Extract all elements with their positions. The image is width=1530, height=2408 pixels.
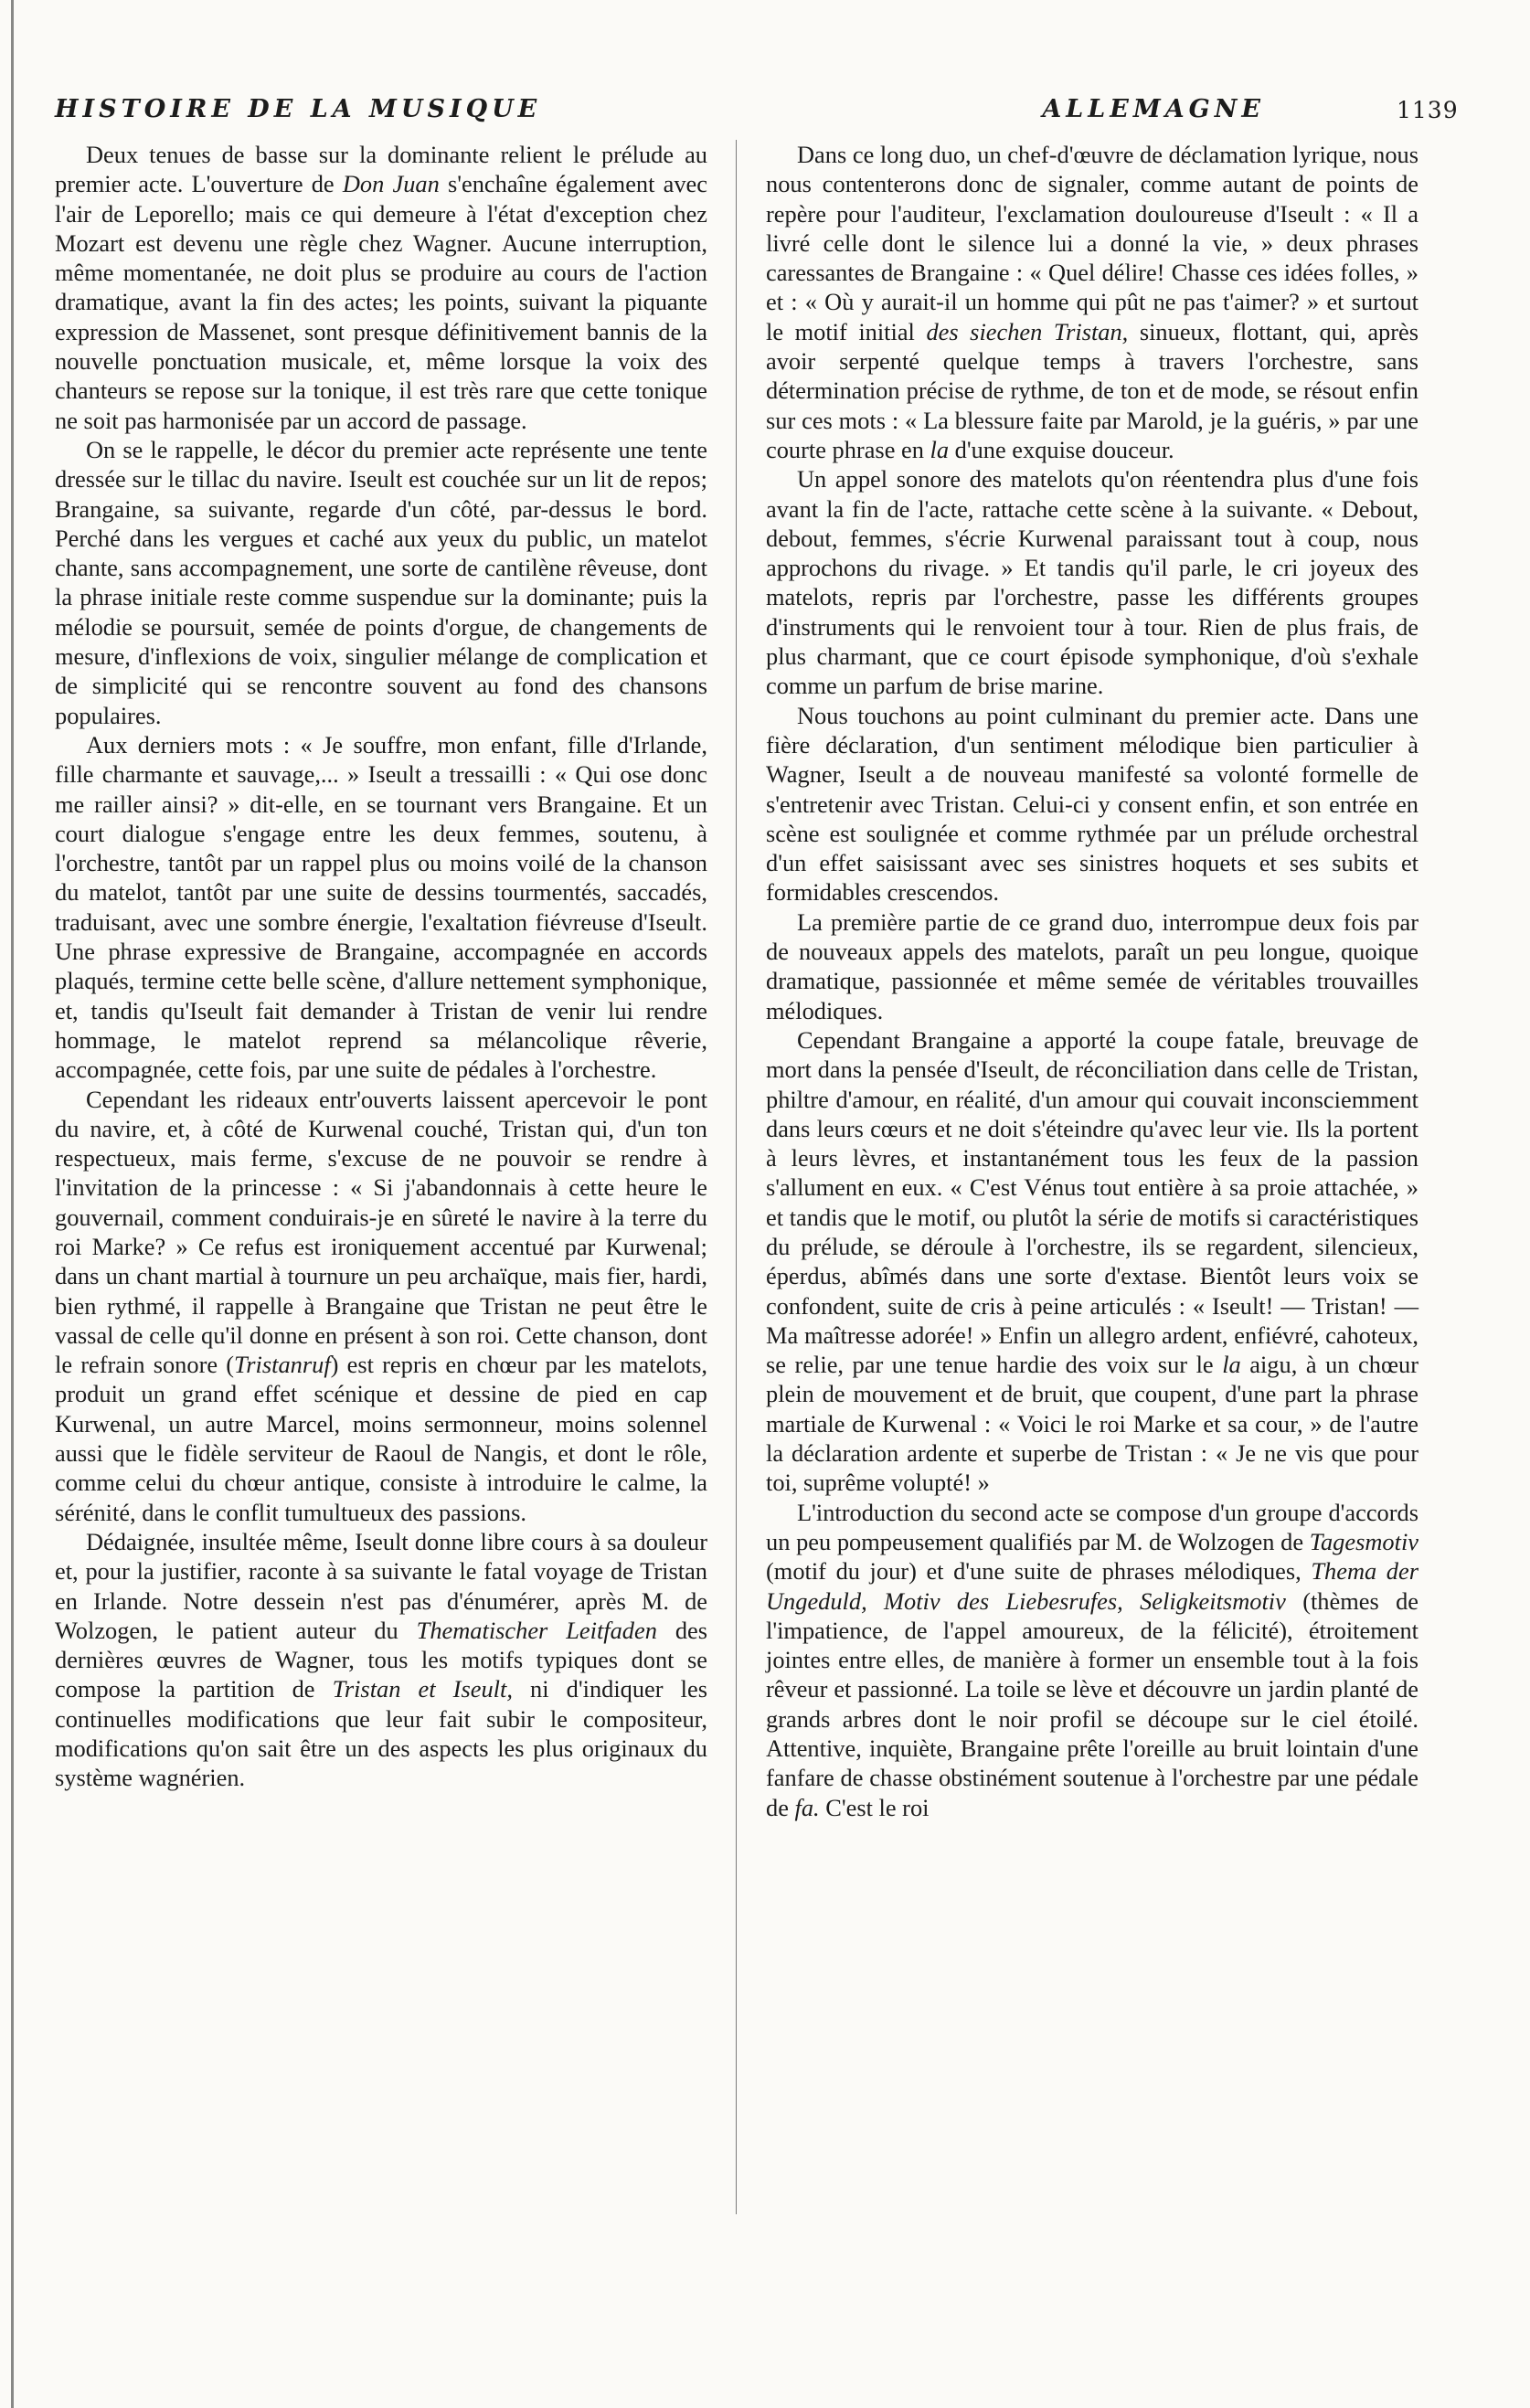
text-run: L'introduction du second acte se compose d'un groupe d'accords un peu pompeusement qualifiés par M. de Wolzogen de <box>766 1498 1418 1555</box>
text-run: sinueux, flottant, qui, après avoir serpenté quelque temps à travers l'orchestre, sans détermination précise de rythme, de ton et de mode, se résout enfin sur ces mots : « La blessure faite par Marold, je la guéris, » par une courte phrase en <box>766 317 1418 463</box>
right-text-column <box>766 140 1418 1822</box>
italic-text: Thema der Ungeduld, Motiv des Liebesrufes, Seligkeitsmotiv <box>766 1557 1418 1615</box>
text-run: ) est repris en chœur par les matelots, produit un grand effet scénique et dessine de pied en cap Kurwenal, un autre Marcel, moins sermonneur, moins solennel aussi que le fidèle serviteur de Raoul de Nangis, et dont le rôle, comme celui du chœur antique, consiste à introduire le calme, la sérénité, dans le conflit tumultueux des passions. <box>55 1351 707 1526</box>
text-run: Nous touchons au point culminant du premier acte. Dans une fière déclaration, d'un sentiment mélodique bien particulier à Wagner, Iseult a de nouveau manifesté sa volonté formelle de s'entretenir avec Tristan. Celui-ci y consent enfin, et son entrée en scène est soulignée et comme rythmée par un prélude orchestral d'un effet saisissant avec ses sinistres hoquets et ses subits et formidables crescendos. <box>766 701 1418 907</box>
text-run: C'est le roi <box>819 1793 930 1821</box>
running-header <box>55 95 1459 132</box>
text-run: aigu, à un chœur plein de mouvement et de bruit, que coupent, d'une part la phrase martiale de Kurwenal : « Voici le roi Marke et sa cour, » de l'autre la déclaration ardente et superbe de Tristan : « Je ne vis que pour toi, suprême volupté! » <box>766 1351 1418 1497</box>
paragraph <box>55 140 707 435</box>
paragraph <box>766 140 1418 464</box>
paragraph <box>55 1085 707 1527</box>
text-run: Dédaignée, insultée même, Iseult donne libre cours à sa douleur et, pour la justifier, raconte à sa suivante le fatal voyage de Tristan en Irlande. Notre dessein n'est pas d'énumérer, après M. de Wolzogen, le patient auteur du <box>55 1527 707 1644</box>
italic-text: des siechen Tristan, <box>926 317 1129 345</box>
text-run: Un appel sonore des matelots qu'on réentendra plus d'une fois avant la fin de l'acte, rattache cette scène à la suivante. « Debout, debout, femmes, s'écrie Kurwenal paraissant tout à coup, nous approchons du rivage. » Et tandis qu'il parle, le cri joyeux des matelots, repris par l'orchestre, passe les différents groupes d'instruments qui le renvoient tour à tour. Rien de plus frais, de plus charmant, que ce court épisode symphonique, d'où s'exhale comme un parfum de brise marine. <box>766 465 1418 700</box>
left-text-column <box>55 140 707 1793</box>
scan-margin-line <box>11 0 14 2408</box>
text-run: d'une exquise douceur. <box>949 435 1174 463</box>
text-run: s'enchaîne également avec l'air de Leporello; mais ce qui demeure à l'état d'exception chez Mozart est devenu une règle chez Wagner. Aucune interruption, même momentanée, ne doit plus se produire au cours de l'action dramatique, avant la fin des actes; les points, suivant la piquante expression de Massenet, sont presque définitivement bannis de la nouvelle ponctuation musicale, et, même lorsque la voix des chanteurs se repose sur la tonique, il est très rare que cette tonique ne soit pas harmonisée par un accord de passage. <box>55 170 707 434</box>
text-run: Deux tenues de basse sur la dominante relient le prélude au premier acte. L'ouverture de <box>55 141 707 198</box>
italic-text: Tristan et Iseult, <box>332 1675 513 1703</box>
italic-text: Don Juan <box>342 170 440 198</box>
text-run: (motif du jour) et d'une suite de phrases mélodiques, <box>766 1557 1312 1586</box>
italic-text: Thematischer Leitfaden <box>416 1616 657 1644</box>
italic-text: Tristanruf <box>234 1351 331 1379</box>
running-title-left: HISTOIRE DE LA MUSIQUE <box>55 95 542 123</box>
italic-text: Tagesmotiv <box>1309 1527 1418 1555</box>
paragraph <box>766 701 1418 907</box>
paragraph <box>766 1025 1418 1498</box>
page-number: 1139 <box>1397 97 1459 123</box>
column-divider <box>736 140 737 2214</box>
paragraph <box>55 435 707 730</box>
italic-text: la <box>1222 1351 1241 1379</box>
running-title-right: ALLEMAGNE <box>1042 95 1265 123</box>
text-run: Cependant Brangaine a apporté la coupe fatale, breuvage de mort dans la pensée d'Iseult, de réconciliation dans celle de Tristan, philtre d'amour, en réalité, d'un amour qui couvait inconsciemment dans leurs cœurs et ne doit s'éteindre qu'avec leur vie. Ils la portent à leurs lèvres, et instantanément tous les feux de la passion s'allument en eux. « C'est Vénus tout entière à sa proie attachée, » et tandis que le motif, ou plutôt la série de motifs si caractéristiques du prélude, se déroule à l'orchestre, ils se regardent, silencieux, éperdus, abîmés dans une sorte d'extase. Bientôt leurs voix se confondent, suite de cris à peine articulés : « Iseult! — Tristan! — Ma maîtresse adorée! » Enfin un allegro ardent, enfiévré, cahoteux, se relie, par une tenue hardie des voix sur le <box>766 1025 1418 1379</box>
italic-text: la <box>930 435 950 463</box>
text-run: ni d'indiquer les continuelles modifications que leur fait subir le compositeur, modifications qu'on sait être un des aspects les plus originaux du système wagnérien. <box>55 1675 707 1792</box>
text-run: La première partie de ce grand duo, interrompue deux fois par de nouveaux appels des matelots, paraît un peu longue, quoique dramatique, passionnée et même semée de véritables trouvailles mélodiques. <box>766 907 1418 1024</box>
paragraph <box>766 1498 1418 1822</box>
italic-text: fa. <box>794 1793 820 1821</box>
paragraph <box>55 1527 707 1793</box>
paragraph <box>766 464 1418 700</box>
paragraph <box>766 907 1418 1025</box>
text-run: Dans ce long duo, un chef-d'œuvre de déclamation lyrique, nous nous contenterons donc de signaler, comme autant de points de repère pour l'auditeur, l'exclamation douloureuse d'Iseult : « Il a livré celle dont le silence lui a donné la vie, » deux phrases caressantes de Brangaine : « Quel délire! Chasse ces idées folles, » et : « Où y aurait-il un homme qui pût ne pas t'aimer? » et surtout le motif initial <box>766 141 1418 345</box>
text-run: des dernières œuvres de Wagner, tous les motifs typiques dont se compose la partition de <box>55 1616 708 1703</box>
text-run: Cependant les rideaux entr'ouverts laissent apercevoir le pont du navire, et, à côté de Kurwenal couché, Tristan qui, d'un ton respectueux, mais ferme, s'excuse de ne pouvoir se rendre à l'invitation de la princesse : « Si j'abandonnais à cette heure le gouvernail, comment conduirais-je en sûreté le navire à la terre du roi Marke? » Ce refus est ironiquement accentué par Kurwenal; dans un chant martial à tournure un peu archaïque, mais fier, hardi, bien rythmé, il rappelle à Brangaine que Tristan ne peut être le vassal de celle qu'il donne en présent à son roi. Cette chanson, dont le refrain sonore ( <box>55 1085 707 1379</box>
text-run: (thèmes de l'impatience, de l'appel amoureux, de la félicité), étroitement jointes entre elles, de manière à former un ensemble tout à la fois rêveur et passionné. La toile se lève et découvre un jardin planté de grands arbres dont le noir profil se découpe sur le ciel étoilé. Attentive, inquiète, Brangaine prête l'oreille au bruit lointain d'une fanfare de chasse obstinément soutenue à l'orchestre par une pédale de <box>766 1586 1418 1821</box>
paragraph <box>55 730 707 1085</box>
text-run: On se le rappelle, le décor du premier acte représente une tente dressée sur le tillac du navire. Iseult est couchée sur un lit de repos; Brangaine, sa suivante, regarde d'un côté, par-dessus le bord. Perché dans les vergues et caché aux yeux du public, un matelot chante, sans accompagnement, une sorte de cantilène rêveuse, dont la phrase initiale reste comme suspendue sur la dominante; puis la mélodie se poursuit, semée de points d'orgue, de changements de mesure, d'inflexions de voix, singulier mélange de complication et de simplicité qui se rencontre souvent au fond des chansons populaires. <box>55 435 707 729</box>
text-run: Aux derniers mots : « Je souffre, mon enfant, fille d'Irlande, fille charmante et sauvage,... » Iseult a tressailli : « Qui ose donc me railler ainsi? » dit-elle, en se tournant vers Brangaine. Et un court dialogue s'engage entre les deux femmes, soutenu, à l'orchestre, tantôt par un rappel plus ou moins voilé de la chanson du matelot, tantôt par une suite de dessins tourmentés, saccadés, traduisant, avec une sombre énergie, l'exaltation fiévreuse d'Iseult. Une phrase expressive de Brangaine, accompagnée en accords plaqués, termine cette belle scène, d'allure nettement symphonique, et, tandis qu'Iseult fait demander à Tristan de venir lui rendre hommage, le matelot reprend sa mélancolique rêverie, accompagnée, cette fois, par une suite de pédales à l'orchestre. <box>55 730 707 1084</box>
